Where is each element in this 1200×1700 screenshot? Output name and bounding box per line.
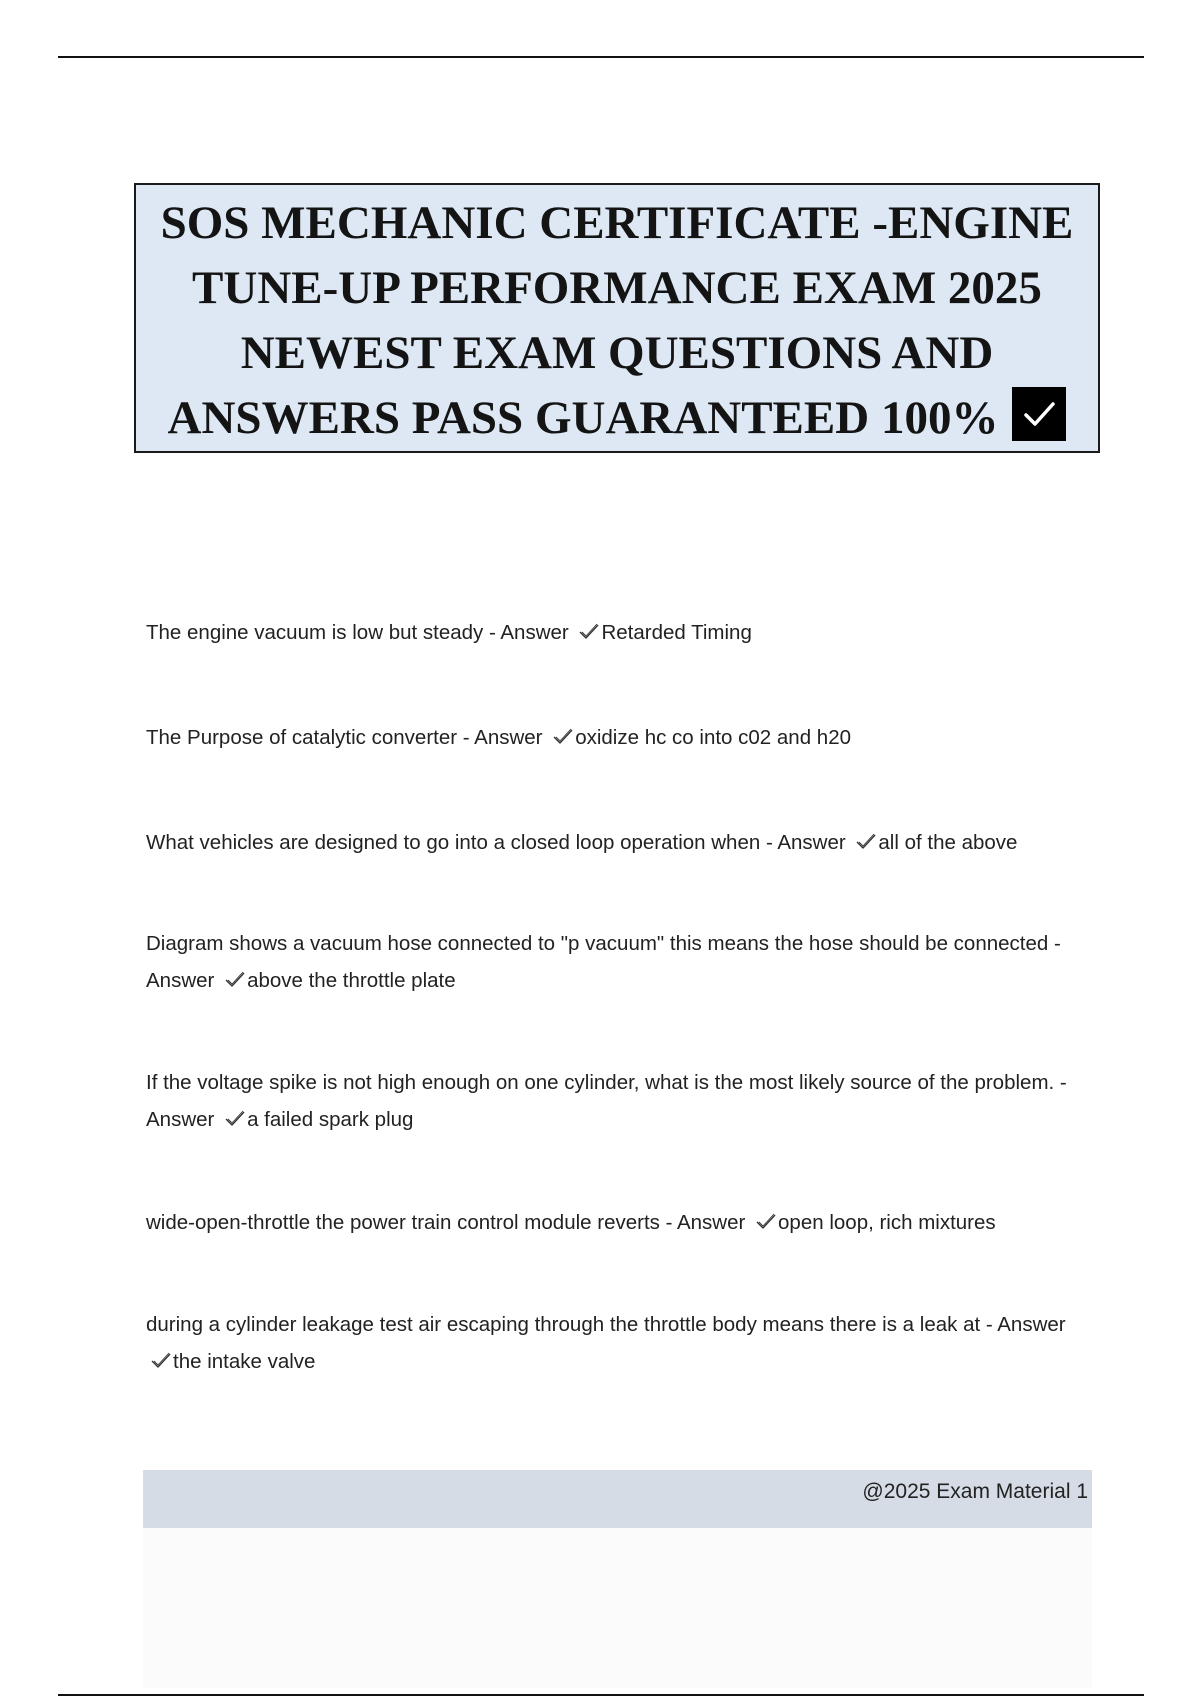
footer-text: @2025 Exam Material 1 (862, 1480, 1088, 1503)
qa-item (146, 1306, 1096, 1380)
answer-text: above the throttle plate (247, 969, 456, 992)
bottom-rule (58, 1694, 1144, 1696)
answer-text: Retarded Timing (601, 621, 752, 644)
qa-item (146, 719, 1096, 756)
qa-item (146, 1204, 1096, 1241)
question-text: The Purpose of catalytic converter - Answer (146, 726, 549, 749)
title-line-1: SOS MECHANIC CERTIFICATE -ENGINE (160, 197, 1074, 249)
question-text: during a cylinder leakage test air escaping through the throttle body means there is a leak at - Answer (146, 1313, 1066, 1336)
footer-band (143, 1470, 1092, 1528)
title-line-4-text: ANSWERS PASS GUARANTEED 100% (167, 392, 999, 444)
title-line-2: TUNE-UP PERFORMANCE EXAM 2025 (192, 262, 1042, 314)
question-text: Diagram shows a vacuum hose connected to "p vacuum" this means the hose should be connected - Answer (146, 932, 1061, 992)
footer-background (143, 1528, 1092, 1688)
top-rule (58, 56, 1144, 58)
checkmark-box-icon (1012, 387, 1066, 441)
answer-text: a failed spark plug (247, 1108, 414, 1131)
check-mark-icon (755, 1213, 777, 1231)
check-mark-icon (150, 1352, 172, 1370)
question-text: The engine vacuum is low but steady - Answer (146, 621, 575, 644)
check-mark-icon (855, 833, 877, 851)
answer-text: oxidize hc co into c02 and h20 (575, 726, 852, 749)
check-mark-icon (552, 728, 574, 746)
title-line-4 (136, 386, 1098, 451)
qa-item (146, 1064, 1096, 1138)
answer-text: the intake valve (173, 1350, 316, 1373)
check-mark-icon (224, 1110, 246, 1128)
answer-text: all of the above (878, 831, 1018, 854)
question-text: If the voltage spike is not high enough on one cylinder, what is the most likely source of the problem. - Answer (146, 1071, 1067, 1131)
answer-text: open loop, rich mixtures (778, 1211, 996, 1234)
question-text: wide-open-throttle the power train control module reverts - Answer (146, 1211, 752, 1234)
qa-item (146, 614, 1096, 651)
check-mark-icon (224, 971, 246, 989)
title-line-3: NEWEST EXAM QUESTIONS AND (240, 327, 994, 379)
qa-item (146, 824, 1096, 861)
qa-item (146, 925, 1096, 999)
question-text: What vehicles are designed to go into a closed loop operation when - Answer (146, 831, 852, 854)
check-mark-icon (578, 623, 600, 641)
title-box (134, 183, 1100, 453)
